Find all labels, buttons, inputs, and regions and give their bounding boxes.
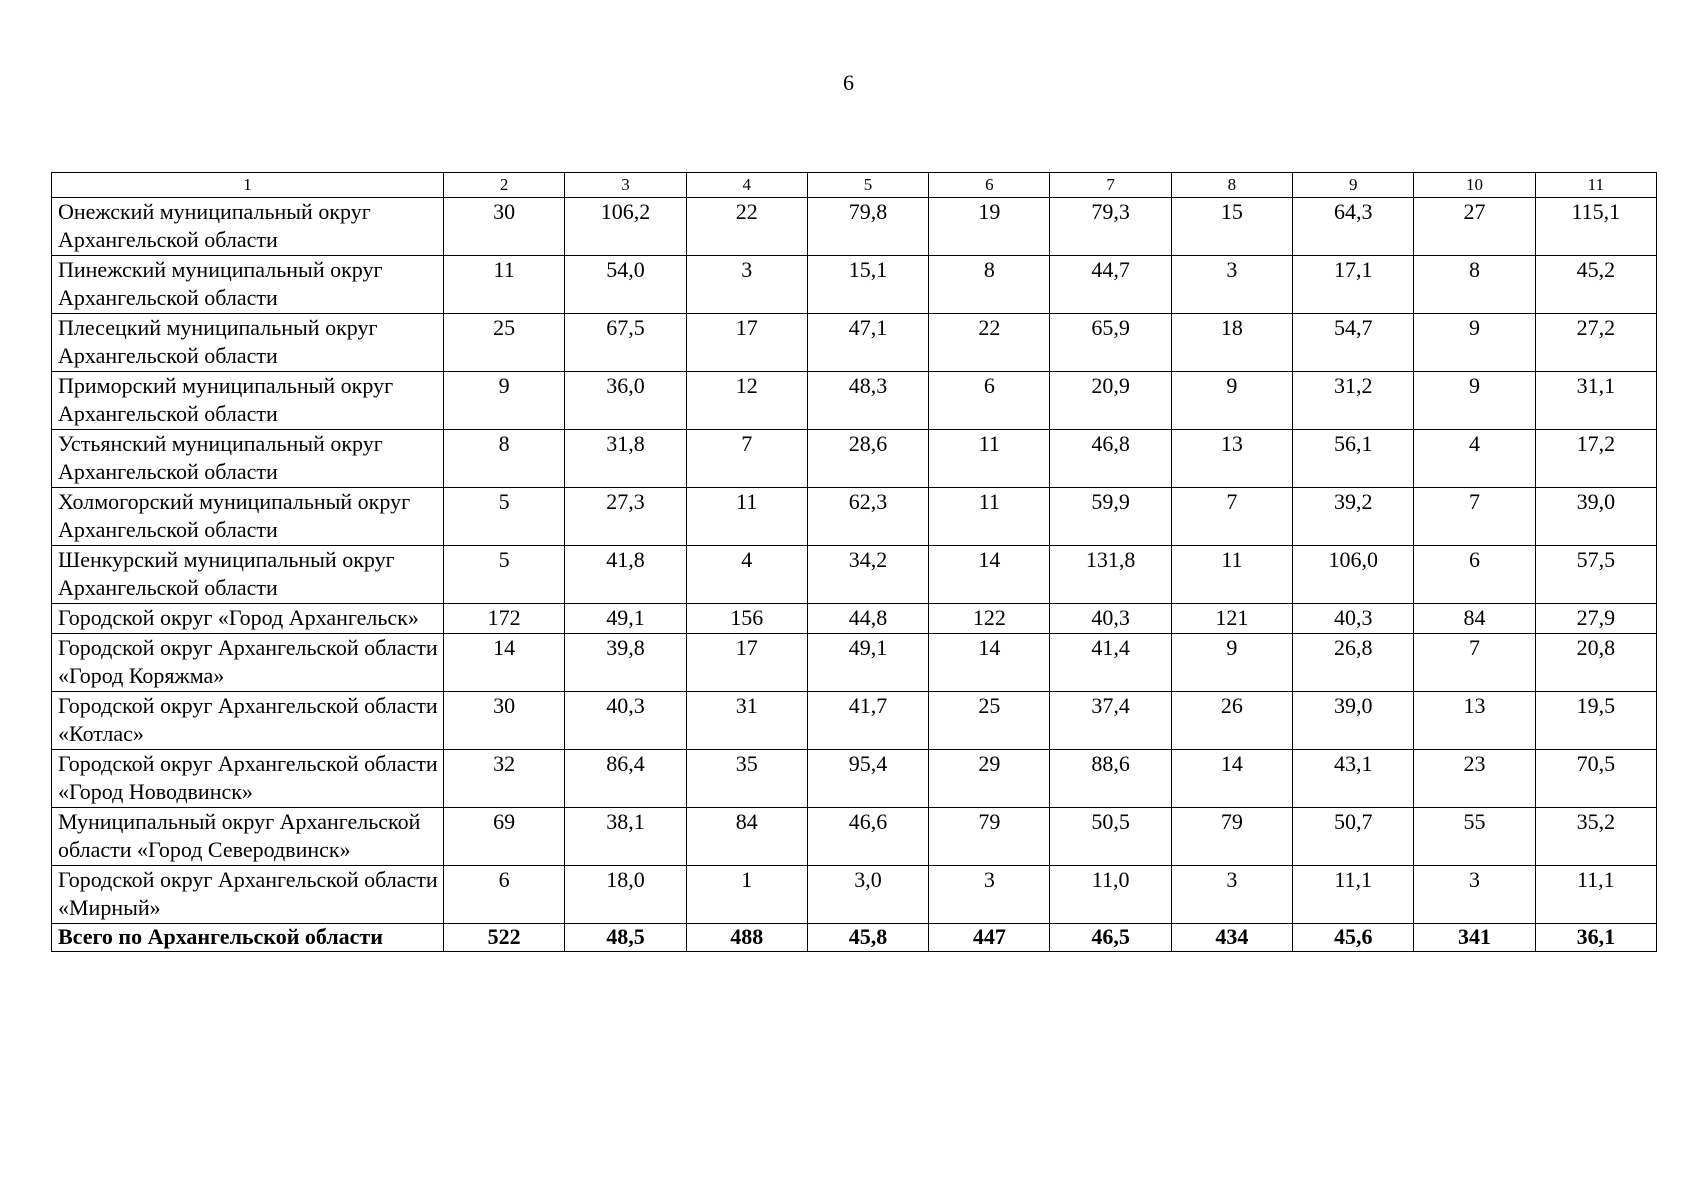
value-cell: 14 — [929, 546, 1050, 604]
value-cell: 3 — [686, 256, 807, 314]
district-name-cell: Муниципальный округ Архангельской области «Город Северодвинск» — [52, 808, 444, 866]
value-cell: 13 — [1414, 692, 1535, 750]
value-cell: 50,7 — [1293, 808, 1414, 866]
table-row — [52, 430, 1657, 488]
value-cell: 13 — [1171, 430, 1292, 488]
value-cell: 54,0 — [565, 256, 686, 314]
district-name-cell: Городской округ Архангельской области «Котлас» — [52, 692, 444, 750]
statistics-table — [51, 172, 1657, 952]
value-cell: 9 — [1414, 314, 1535, 372]
table-row — [52, 866, 1657, 924]
value-cell: 95,4 — [807, 750, 928, 808]
value-cell: 59,9 — [1050, 488, 1171, 546]
value-cell: 17,1 — [1293, 256, 1414, 314]
value-cell: 11 — [686, 488, 807, 546]
value-cell: 39,0 — [1535, 488, 1656, 546]
value-cell: 44,8 — [807, 604, 928, 634]
total-value-cell: 447 — [929, 924, 1050, 952]
value-cell: 11,1 — [1535, 866, 1656, 924]
value-cell: 45,2 — [1535, 256, 1656, 314]
value-cell: 49,1 — [807, 634, 928, 692]
value-cell: 25 — [929, 692, 1050, 750]
value-cell: 12 — [686, 372, 807, 430]
value-cell: 11 — [929, 430, 1050, 488]
value-cell: 9 — [444, 372, 565, 430]
value-cell: 57,5 — [1535, 546, 1656, 604]
value-cell: 7 — [1171, 488, 1292, 546]
value-cell: 20,9 — [1050, 372, 1171, 430]
value-cell: 172 — [444, 604, 565, 634]
value-cell: 11,0 — [1050, 866, 1171, 924]
value-cell: 122 — [929, 604, 1050, 634]
column-number-cell: 2 — [444, 173, 565, 198]
value-cell: 31,2 — [1293, 372, 1414, 430]
column-number-cell: 7 — [1050, 173, 1171, 198]
district-name-cell: Городской округ Архангельской области «Город Коряжма» — [52, 634, 444, 692]
value-cell: 14 — [1171, 750, 1292, 808]
value-cell: 49,1 — [565, 604, 686, 634]
value-cell: 6 — [444, 866, 565, 924]
table-row — [52, 546, 1657, 604]
value-cell: 6 — [929, 372, 1050, 430]
total-value-cell: 48,5 — [565, 924, 686, 952]
value-cell: 54,7 — [1293, 314, 1414, 372]
value-cell: 15 — [1171, 198, 1292, 256]
value-cell: 31,8 — [565, 430, 686, 488]
total-value-cell: 45,6 — [1293, 924, 1414, 952]
value-cell: 35,2 — [1535, 808, 1656, 866]
total-value-cell: 36,1 — [1535, 924, 1656, 952]
value-cell: 11 — [1171, 546, 1292, 604]
value-cell: 17,2 — [1535, 430, 1656, 488]
column-number-cell: 4 — [686, 173, 807, 198]
value-cell: 3 — [929, 866, 1050, 924]
value-cell: 19,5 — [1535, 692, 1656, 750]
value-cell: 1 — [686, 866, 807, 924]
district-name-cell: Городской округ «Город Архангельск» — [52, 604, 444, 634]
table-row — [52, 488, 1657, 546]
table-row — [52, 604, 1657, 634]
value-cell: 79,8 — [807, 198, 928, 256]
value-cell: 156 — [686, 604, 807, 634]
value-cell: 6 — [1414, 546, 1535, 604]
value-cell: 26 — [1171, 692, 1292, 750]
value-cell: 22 — [929, 314, 1050, 372]
value-cell: 40,3 — [1293, 604, 1414, 634]
value-cell: 44,7 — [1050, 256, 1171, 314]
column-number-cell: 9 — [1293, 173, 1414, 198]
value-cell: 79 — [1171, 808, 1292, 866]
value-cell: 11 — [929, 488, 1050, 546]
value-cell: 50,5 — [1050, 808, 1171, 866]
district-name-cell: Устьянский муниципальный округ Архангельской области — [52, 430, 444, 488]
value-cell: 31,1 — [1535, 372, 1656, 430]
value-cell: 14 — [444, 634, 565, 692]
column-number-row — [52, 173, 1657, 198]
value-cell: 121 — [1171, 604, 1292, 634]
value-cell: 25 — [444, 314, 565, 372]
table-row — [52, 808, 1657, 866]
value-cell: 8 — [444, 430, 565, 488]
value-cell: 30 — [444, 198, 565, 256]
table-row — [52, 198, 1657, 256]
value-cell: 3 — [1171, 866, 1292, 924]
column-number-cell: 8 — [1171, 173, 1292, 198]
table-row — [52, 314, 1657, 372]
value-cell: 27,3 — [565, 488, 686, 546]
value-cell: 106,2 — [565, 198, 686, 256]
value-cell: 48,3 — [807, 372, 928, 430]
value-cell: 22 — [686, 198, 807, 256]
total-row — [52, 924, 1657, 952]
value-cell: 5 — [444, 488, 565, 546]
value-cell: 7 — [686, 430, 807, 488]
value-cell: 46,8 — [1050, 430, 1171, 488]
value-cell: 43,1 — [1293, 750, 1414, 808]
district-name-cell: Городской округ Архангельской области «Мирный» — [52, 866, 444, 924]
total-value-cell: 46,5 — [1050, 924, 1171, 952]
value-cell: 18 — [1171, 314, 1292, 372]
value-cell: 5 — [444, 546, 565, 604]
table-row — [52, 256, 1657, 314]
value-cell: 20,8 — [1535, 634, 1656, 692]
total-value-cell: 341 — [1414, 924, 1535, 952]
value-cell: 11 — [444, 256, 565, 314]
value-cell: 7 — [1414, 634, 1535, 692]
total-value-cell: 522 — [444, 924, 565, 952]
value-cell: 70,5 — [1535, 750, 1656, 808]
district-name-cell: Городской округ Архангельской области «Город Новодвинск» — [52, 750, 444, 808]
value-cell: 9 — [1171, 634, 1292, 692]
value-cell: 15,1 — [807, 256, 928, 314]
value-cell: 27,9 — [1535, 604, 1656, 634]
value-cell: 9 — [1414, 372, 1535, 430]
value-cell: 11,1 — [1293, 866, 1414, 924]
value-cell: 3 — [1171, 256, 1292, 314]
value-cell: 84 — [686, 808, 807, 866]
value-cell: 4 — [686, 546, 807, 604]
value-cell: 79 — [929, 808, 1050, 866]
value-cell: 35 — [686, 750, 807, 808]
value-cell: 46,6 — [807, 808, 928, 866]
column-number-cell: 10 — [1414, 173, 1535, 198]
value-cell: 34,2 — [807, 546, 928, 604]
value-cell: 62,3 — [807, 488, 928, 546]
value-cell: 27,2 — [1535, 314, 1656, 372]
table-row — [52, 372, 1657, 430]
value-cell: 64,3 — [1293, 198, 1414, 256]
column-number-cell: 3 — [565, 173, 686, 198]
value-cell: 29 — [929, 750, 1050, 808]
table-row — [52, 750, 1657, 808]
total-value-cell: 488 — [686, 924, 807, 952]
value-cell: 39,2 — [1293, 488, 1414, 546]
column-number-cell: 1 — [52, 173, 444, 198]
value-cell: 3,0 — [807, 866, 928, 924]
value-cell: 18,0 — [565, 866, 686, 924]
total-value-cell: 434 — [1171, 924, 1292, 952]
total-label-cell: Всего по Архангельской области — [52, 924, 444, 952]
district-name-cell: Онежский муниципальный округ Архангельской области — [52, 198, 444, 256]
value-cell: 37,4 — [1050, 692, 1171, 750]
column-number-cell: 6 — [929, 173, 1050, 198]
value-cell: 3 — [1414, 866, 1535, 924]
value-cell: 31 — [686, 692, 807, 750]
value-cell: 14 — [929, 634, 1050, 692]
column-number-cell: 11 — [1535, 173, 1656, 198]
district-name-cell: Плесецкий муниципальный округ Архангельской области — [52, 314, 444, 372]
value-cell: 84 — [1414, 604, 1535, 634]
value-cell: 8 — [1414, 256, 1535, 314]
value-cell: 36,0 — [565, 372, 686, 430]
value-cell: 40,3 — [565, 692, 686, 750]
value-cell: 23 — [1414, 750, 1535, 808]
value-cell: 86,4 — [565, 750, 686, 808]
value-cell: 41,7 — [807, 692, 928, 750]
value-cell: 19 — [929, 198, 1050, 256]
column-number-cell: 5 — [807, 173, 928, 198]
value-cell: 28,6 — [807, 430, 928, 488]
value-cell: 55 — [1414, 808, 1535, 866]
district-name-cell: Пинежский муниципальный округ Архангельской области — [52, 256, 444, 314]
value-cell: 56,1 — [1293, 430, 1414, 488]
value-cell: 69 — [444, 808, 565, 866]
value-cell: 40,3 — [1050, 604, 1171, 634]
table-row — [52, 634, 1657, 692]
value-cell: 115,1 — [1535, 198, 1656, 256]
value-cell: 47,1 — [807, 314, 928, 372]
value-cell: 79,3 — [1050, 198, 1171, 256]
value-cell: 39,0 — [1293, 692, 1414, 750]
value-cell: 8 — [929, 256, 1050, 314]
value-cell: 88,6 — [1050, 750, 1171, 808]
value-cell: 32 — [444, 750, 565, 808]
value-cell: 4 — [1414, 430, 1535, 488]
table-row — [52, 692, 1657, 750]
value-cell: 9 — [1171, 372, 1292, 430]
page-number: 6 — [843, 70, 854, 95]
district-name-cell: Холмогорский муниципальный округ Архангельской области — [52, 488, 444, 546]
value-cell: 26,8 — [1293, 634, 1414, 692]
value-cell: 65,9 — [1050, 314, 1171, 372]
district-name-cell: Шенкурский муниципальный округ Архангельской области — [52, 546, 444, 604]
value-cell: 67,5 — [565, 314, 686, 372]
value-cell: 27 — [1414, 198, 1535, 256]
value-cell: 7 — [1414, 488, 1535, 546]
value-cell: 17 — [686, 314, 807, 372]
value-cell: 38,1 — [565, 808, 686, 866]
value-cell: 17 — [686, 634, 807, 692]
district-name-cell: Приморский муниципальный округ Архангельской области — [52, 372, 444, 430]
value-cell: 41,4 — [1050, 634, 1171, 692]
value-cell: 30 — [444, 692, 565, 750]
value-cell: 39,8 — [565, 634, 686, 692]
value-cell: 106,0 — [1293, 546, 1414, 604]
value-cell: 131,8 — [1050, 546, 1171, 604]
value-cell: 41,8 — [565, 546, 686, 604]
total-value-cell: 45,8 — [807, 924, 928, 952]
